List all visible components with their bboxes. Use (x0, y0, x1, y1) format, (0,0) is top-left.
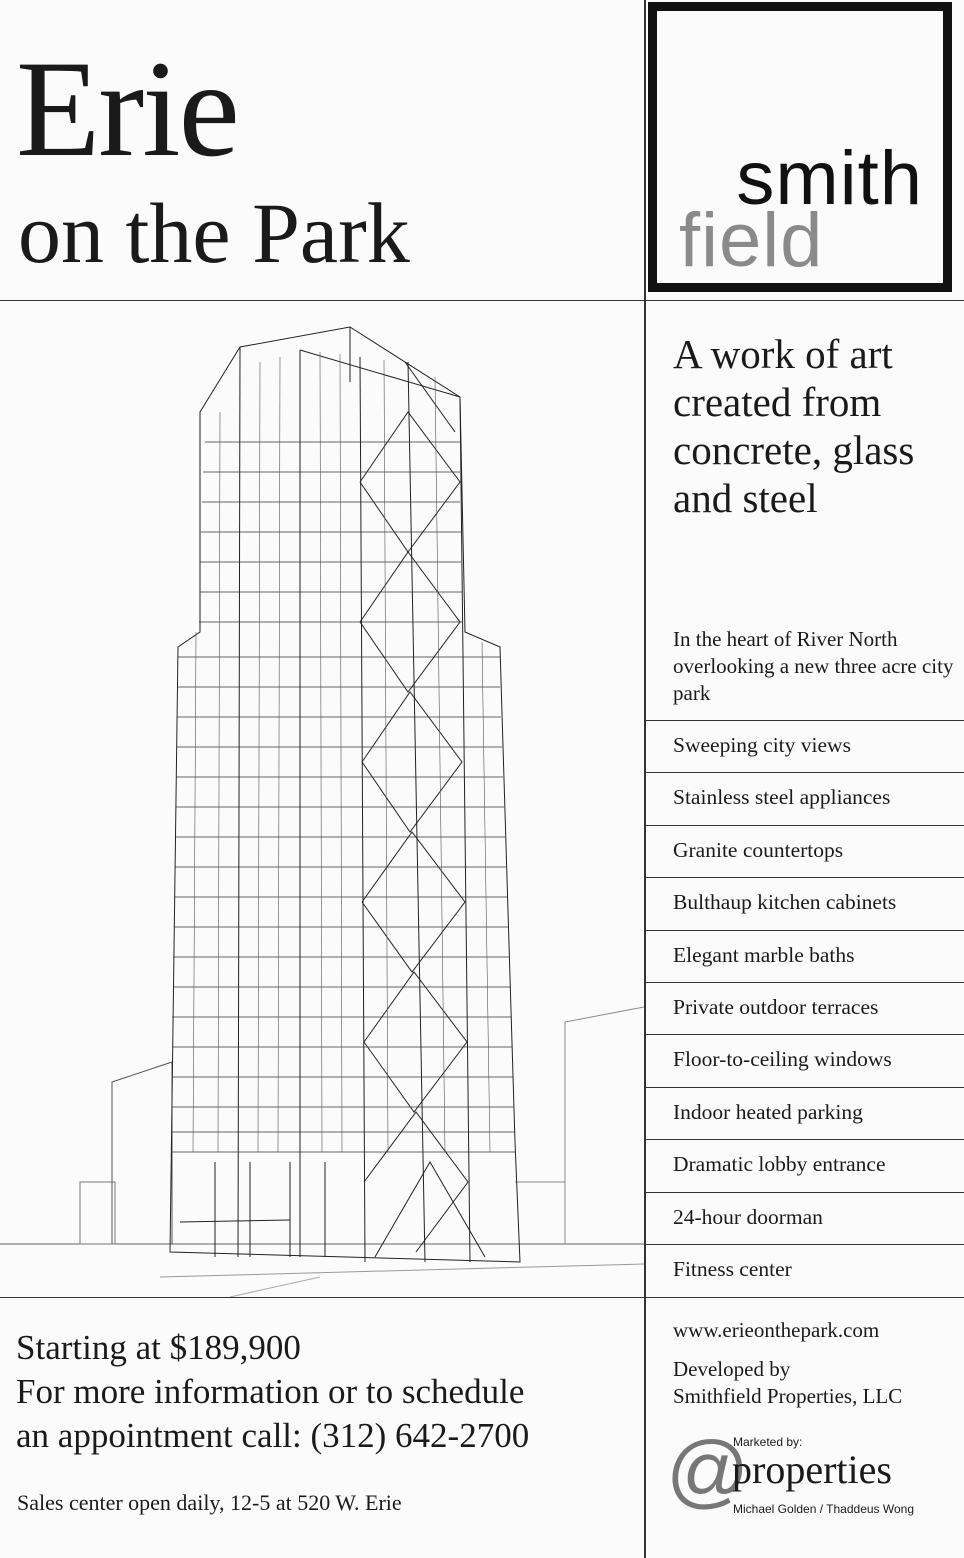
list-item: Private outdoor terraces (646, 982, 964, 1034)
sales-center-text: Sales center open daily, 12-5 at 520 W. Erie (17, 1490, 402, 1515)
info-line-1: For more information or to schedule (16, 1372, 525, 1411)
footer-divider (0, 1297, 964, 1298)
list-item: Stainless steel appliances (646, 772, 964, 824)
developer-label: Developed by (673, 1357, 791, 1381)
info-line-2: an appointment call: (312) 642-2700 (16, 1416, 530, 1455)
marketer-name: properties (732, 1447, 892, 1492)
list-item: Elegant marble baths (646, 930, 964, 982)
price-line: Starting at $189,900 (16, 1328, 301, 1367)
list-item: Bulthaup kitchen cabinets (646, 877, 964, 929)
developer-name: Smithfield Properties, LLC (673, 1384, 903, 1408)
agent-names: Michael Golden / Thaddeus Wong (733, 1502, 915, 1516)
page-title: Erie (16, 32, 238, 185)
contact-block (16, 1326, 529, 1458)
logo-word-smith: smith (736, 136, 923, 221)
header-divider (0, 300, 964, 301)
list-item: Dramatic lobby entrance (646, 1139, 964, 1191)
list-item: Fitness center (646, 1244, 964, 1296)
list-item: Sweeping city views (646, 720, 964, 772)
headline: A work of art created from concrete, glass and steel (673, 331, 915, 521)
logo-word-field: field (679, 198, 824, 283)
list-item: Granite countertops (646, 825, 964, 877)
list-item: Indoor heated parking (646, 1087, 964, 1139)
website-link[interactable]: www.erieonthepark.com (673, 1318, 880, 1342)
smithfield-logo (648, 2, 952, 292)
list-item: 24-hour doorman (646, 1192, 964, 1244)
list-item: Floor-to-ceiling windows (646, 1034, 964, 1086)
marketed-by-label: Marketed by: (733, 1435, 803, 1449)
features-list (646, 720, 964, 1296)
page-subtitle: on the Park (18, 185, 410, 281)
intro-text: In the heart of River North overlooking a new three acre city park (673, 627, 954, 705)
developer-block (673, 1356, 902, 1410)
tower-illustration (0, 302, 644, 1297)
at-properties-logo-icon: @ (666, 1425, 750, 1516)
